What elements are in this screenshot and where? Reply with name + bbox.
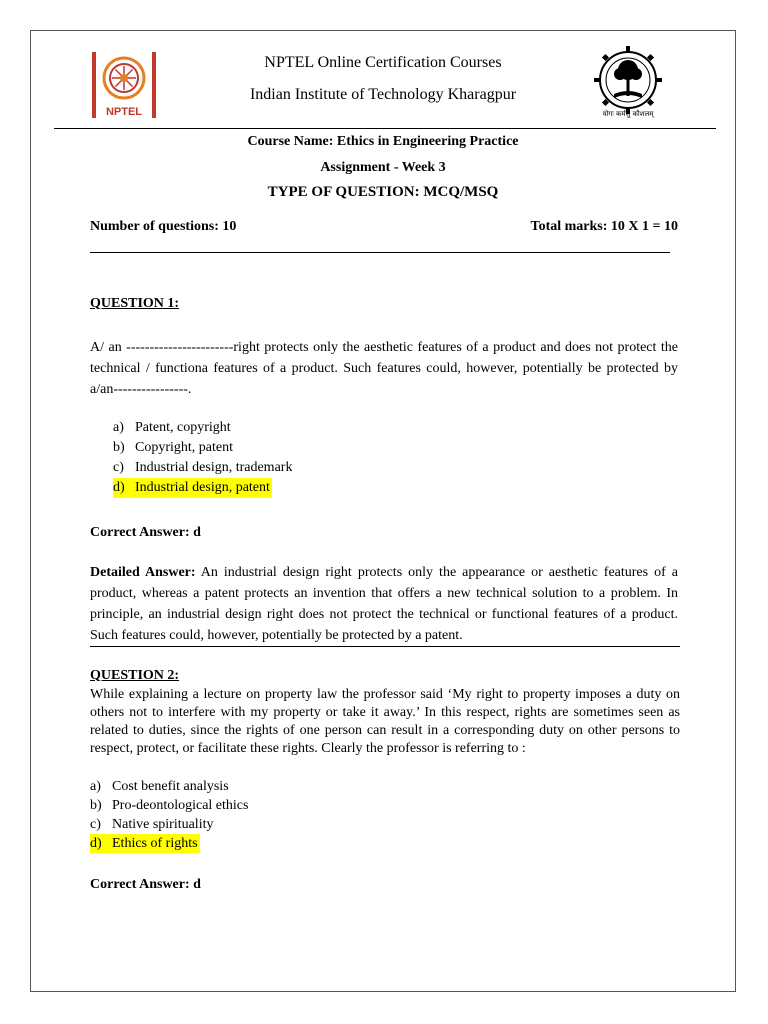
option-text: Patent, copyright bbox=[135, 420, 231, 435]
question-1-title: QUESTION 1: bbox=[90, 296, 180, 311]
info-divider bbox=[90, 252, 670, 253]
question-1-detailed-answer bbox=[90, 562, 678, 646]
option-text: Pro-deontological ethics bbox=[112, 798, 249, 813]
question-1-options bbox=[113, 418, 413, 498]
option-b bbox=[113, 438, 413, 458]
nptel-logo-text: NPTEL bbox=[105, 106, 143, 118]
option-label: d) bbox=[113, 480, 125, 495]
option-c bbox=[113, 458, 413, 478]
header-subtitle: Indian Institute of Technology Kharagpur bbox=[249, 86, 517, 103]
header-title: NPTEL Online Certification Courses bbox=[264, 54, 502, 71]
option-a bbox=[90, 777, 390, 796]
question-1-text: A/ an -----------------------right protects only the aesthetic features of a product and does not protect the technical / functiona features of a product. Such features could, however, potentially be protected by a/an----------------. bbox=[90, 340, 678, 397]
option-d-correct bbox=[113, 478, 413, 498]
option-label: b) bbox=[113, 440, 125, 455]
question-2-correct-answer: Correct Answer: d bbox=[90, 877, 201, 892]
question-1-correct-answer: Correct Answer: d bbox=[90, 525, 201, 540]
question-2-options bbox=[90, 777, 390, 853]
option-text: Cost benefit analysis bbox=[112, 779, 229, 794]
option-text: Industrial design, patent bbox=[135, 480, 270, 495]
option-label: a) bbox=[113, 420, 124, 435]
assignment-title: Assignment - Week 3 bbox=[320, 160, 446, 175]
iit-kgp-motto: योगः कर्मसु कौशलम् bbox=[602, 110, 654, 118]
number-of-questions: Number of questions: 10 bbox=[90, 219, 237, 234]
option-text: Ethics of rights bbox=[112, 836, 198, 851]
option-d-correct bbox=[90, 834, 390, 853]
total-marks: Total marks: 10 X 1 = 10 bbox=[530, 219, 678, 234]
option-c bbox=[90, 815, 390, 834]
nptel-logo bbox=[90, 50, 158, 122]
question-2-title: QUESTION 2: bbox=[90, 668, 180, 683]
option-text: Industrial design, trademark bbox=[135, 460, 293, 475]
option-label: a) bbox=[90, 779, 101, 794]
option-b bbox=[90, 796, 390, 815]
option-text: Native spirituality bbox=[112, 817, 214, 832]
question-2-text: While explaining a lecture on property law the professor said ‘My right to property imposes a duty on others not to interfere with my property or take it away.’ In this respect, rights are sometimes seen as related to duties, since the rights of one person can result in a corresponding duty on other persons to respect, protect, or facilitate these rights. Clearly the professor is referring to : bbox=[90, 687, 680, 756]
option-label: c) bbox=[90, 817, 101, 832]
iit-kgp-logo bbox=[590, 44, 666, 122]
course-name: Course Name: Ethics in Engineering Practice bbox=[247, 134, 519, 149]
option-label: d) bbox=[90, 836, 102, 851]
option-label: b) bbox=[90, 798, 102, 813]
question-type: TYPE OF QUESTION: MCQ/MSQ bbox=[267, 184, 499, 200]
option-label: c) bbox=[113, 460, 124, 475]
detailed-answer-label: Detailed Answer: bbox=[90, 565, 196, 580]
option-a bbox=[113, 418, 413, 438]
detailed-answer-text: An industrial design right protects only the appearance or aesthetic features of a product, whereas a patent protects an invention that offers a new technical solution to a problem. In principle, an industrial design right does not protect the technical or functional features of a product. Such features could, however, potentially be protected by a patent. bbox=[90, 565, 678, 643]
header-divider bbox=[54, 128, 716, 129]
question-1-divider bbox=[90, 646, 680, 647]
option-text: Copyright, patent bbox=[135, 440, 233, 455]
